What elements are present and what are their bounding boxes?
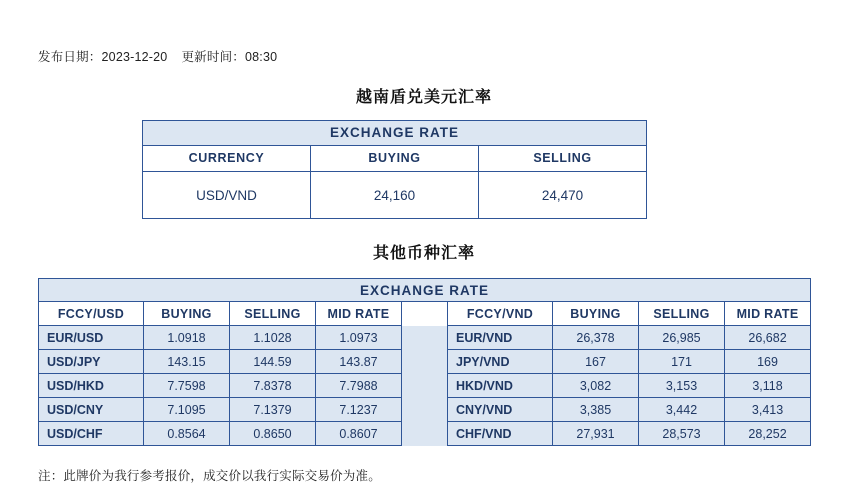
other-table-header-row [39, 302, 811, 326]
right-mid: 169 [725, 350, 811, 374]
table-gap [402, 326, 448, 350]
usd-table-header-row [143, 146, 647, 172]
table-row [39, 422, 811, 446]
table-row [39, 326, 811, 350]
usd-section-title: 越南盾兑美元汇率 [355, 89, 492, 106]
left-mid: 143.87 [316, 350, 402, 374]
left-pair: USD/CNY [39, 398, 144, 422]
update-time-value: 08:30 [244, 50, 278, 64]
table-gap [402, 302, 448, 326]
usd-row-selling: 24,470 [479, 172, 647, 219]
left-selling: 144.59 [230, 350, 316, 374]
right-mid: 3,118 [725, 374, 811, 398]
right-pair: EUR/VND [448, 326, 553, 350]
left-col-pair: FCCY/USD [39, 302, 144, 326]
right-selling: 28,573 [639, 422, 725, 446]
usd-exchange-rate-table [142, 120, 647, 219]
right-selling: 171 [639, 350, 725, 374]
right-col-selling: SELLING [639, 302, 725, 326]
footnote: 注：此牌价为我行参考报价，成交价以我行实际交易价为准。 [38, 469, 381, 483]
left-buying: 7.7598 [144, 374, 230, 398]
right-pair: CNY/VND [448, 398, 553, 422]
left-mid: 7.7988 [316, 374, 402, 398]
left-mid: 1.0973 [316, 326, 402, 350]
other-table-banner: EXCHANGE RATE [39, 279, 811, 302]
left-pair: USD/HKD [39, 374, 144, 398]
usd-col-buying: BUYING [311, 146, 479, 172]
right-selling: 3,442 [639, 398, 725, 422]
right-selling: 3,153 [639, 374, 725, 398]
usd-row-currency: USD/VND [143, 172, 311, 219]
table-gap [402, 422, 448, 446]
table-row [143, 172, 647, 219]
left-selling: 1.1028 [230, 326, 316, 350]
table-row [39, 398, 811, 422]
right-buying: 3,385 [553, 398, 639, 422]
left-pair: EUR/USD [39, 326, 144, 350]
right-mid: 28,252 [725, 422, 811, 446]
other-rates-wrapper [38, 278, 810, 446]
left-buying: 7.1095 [144, 398, 230, 422]
left-buying: 1.0918 [144, 326, 230, 350]
left-pair: USD/JPY [39, 350, 144, 374]
table-gap [402, 350, 448, 374]
left-selling: 7.8378 [230, 374, 316, 398]
table-row [39, 350, 811, 374]
usd-col-currency: CURRENCY [143, 146, 311, 172]
other-exchange-rate-table [38, 278, 811, 446]
right-buying: 27,931 [553, 422, 639, 446]
left-pair: USD/CHF [39, 422, 144, 446]
right-mid: 26,682 [725, 326, 811, 350]
left-col-buying: BUYING [144, 302, 230, 326]
table-gap [402, 398, 448, 422]
table-gap [402, 374, 448, 398]
update-time-label: 更新时间： [181, 50, 245, 64]
left-selling: 0.8650 [230, 422, 316, 446]
left-selling: 7.1379 [230, 398, 316, 422]
usd-table-banner-row [143, 121, 647, 146]
right-pair: CHF/VND [448, 422, 553, 446]
publish-date-label: 发布日期： [38, 50, 102, 64]
right-col-pair: FCCY/VND [448, 302, 553, 326]
right-buying: 167 [553, 350, 639, 374]
right-mid: 3,413 [725, 398, 811, 422]
publish-info [38, 47, 277, 65]
usd-row-buying: 24,160 [311, 172, 479, 219]
left-mid: 0.8607 [316, 422, 402, 446]
left-col-selling: SELLING [230, 302, 316, 326]
usd-table-banner: EXCHANGE RATE [143, 121, 647, 146]
other-table-banner-row [39, 279, 811, 302]
table-row [39, 374, 811, 398]
left-col-mid: MID RATE [316, 302, 402, 326]
right-pair: HKD/VND [448, 374, 553, 398]
left-mid: 7.1237 [316, 398, 402, 422]
left-buying: 143.15 [144, 350, 230, 374]
right-pair: JPY/VND [448, 350, 553, 374]
right-buying: 3,082 [553, 374, 639, 398]
right-col-buying: BUYING [553, 302, 639, 326]
right-col-mid: MID RATE [725, 302, 811, 326]
other-section-title: 其他币种汇率 [372, 245, 475, 262]
publish-date-value: 2023-12-20 [101, 50, 168, 64]
left-buying: 0.8564 [144, 422, 230, 446]
usd-col-selling: SELLING [479, 146, 647, 172]
right-selling: 26,985 [639, 326, 725, 350]
right-buying: 26,378 [553, 326, 639, 350]
